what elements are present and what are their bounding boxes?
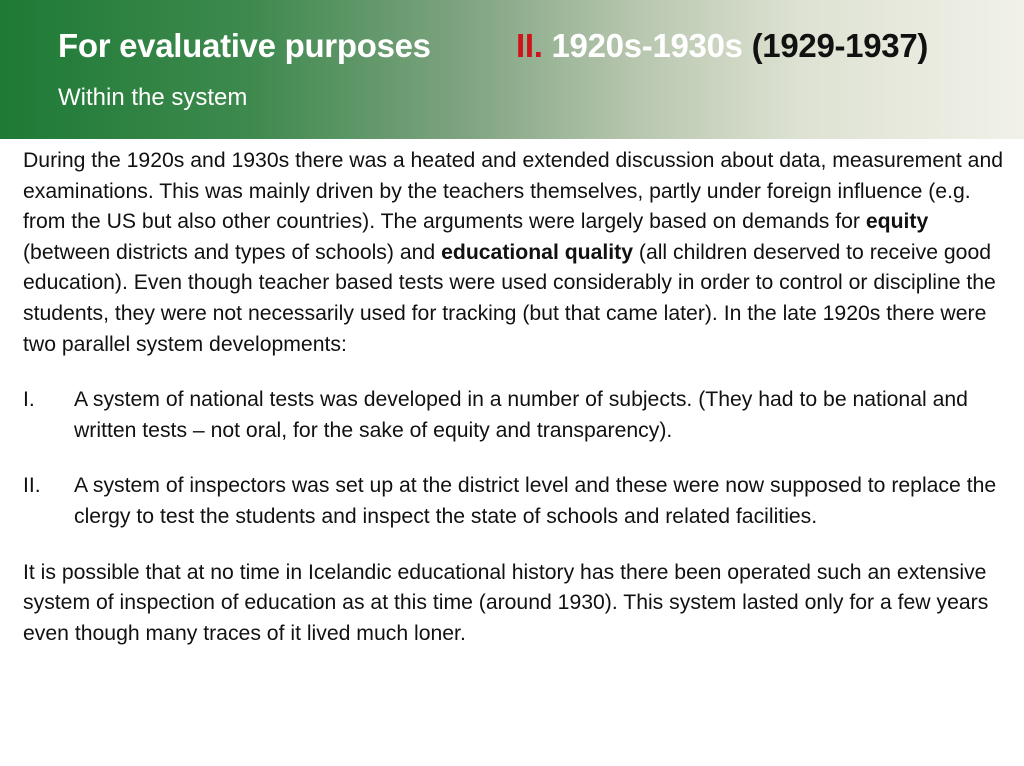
closing-paragraph: It is possible that at no time in Icelandic educational history has there been operated such an extensive system of inspection of education as at this time (around 1930). This system lasted only for a few years even though many traces of it lived much loner.: [23, 560, 989, 645]
header-banner: [0, 0, 1024, 139]
slide-subtitle: Within the system: [58, 84, 248, 111]
list-marker: I.: [23, 388, 35, 412]
intro-text-3: (all children deserved to receive good education). Even though teacher based tests were used considerably in order to control or discipline the students, they were not necessarily used for tracking (but that came later). In the late 1920s there were two parallel system developments:: [23, 240, 996, 356]
period-decades: 1920s-1930s: [551, 27, 743, 64]
slide-title: For evaluative purposes: [58, 27, 431, 64]
intro-bold-equity: equity: [865, 210, 929, 234]
intro-text-1: During the 1920s and 1930s there was a heated and extended discussion about data, measurement and examinations. This was mainly driven by the teachers themselves, partly under foreign influence (e.g. from the US but also other countries). The arguments were largely based on demands for: [23, 149, 1004, 234]
intro-text-2: (between districts and types of schools) and: [23, 240, 442, 264]
list-item-text: A system of inspectors was set up at the district level and these were now supposed to replace the clergy to test the students and inspect the state of schools and related facilities.: [74, 474, 997, 528]
period-label: [516, 27, 928, 65]
intro-paragraph: [23, 146, 1008, 360]
period-roman: II.: [516, 27, 543, 64]
list-item: [23, 471, 1008, 532]
period-years: (1929-1937): [751, 27, 929, 64]
intro-bold-educational-quality: educational quality: [441, 240, 633, 264]
list-item: [23, 385, 1008, 446]
list-marker: II.: [23, 474, 41, 498]
slide-body: [23, 146, 1008, 649]
list-item-text: A system of national tests was developed in a number of subjects. (They had to be national and written tests – not oral, for the sake of equity and transparency).: [74, 388, 968, 442]
